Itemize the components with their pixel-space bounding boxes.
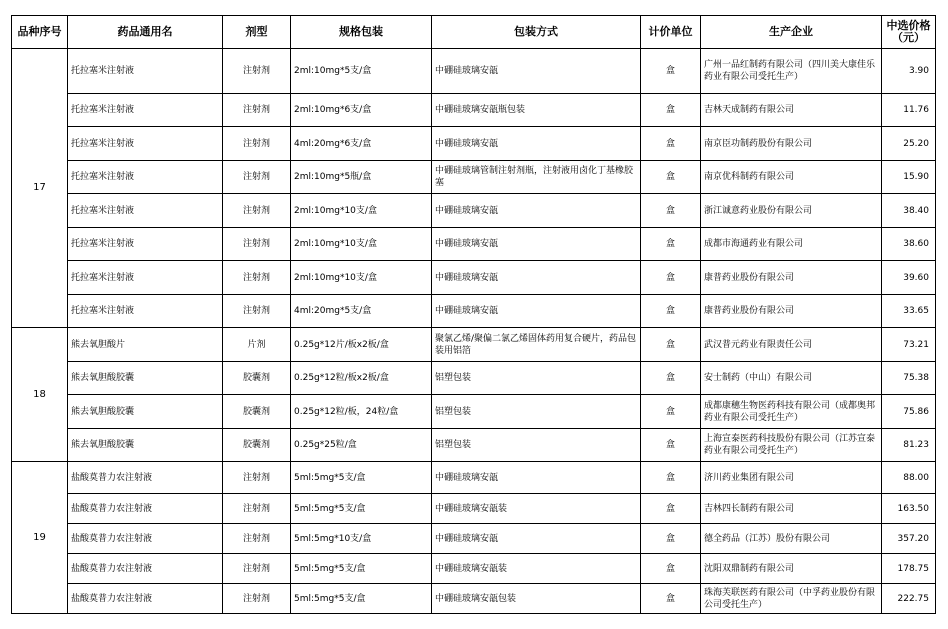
- drug-name-cell: 托拉塞米注射液: [68, 127, 223, 161]
- spec-cell: 5ml:5mg*5支/盒: [291, 554, 432, 584]
- dosage-form-cell: 注射剂: [223, 554, 291, 584]
- spec-cell: 2ml:10mg*5支/盒: [291, 49, 432, 94]
- header-name: 药品通用名: [68, 16, 223, 49]
- packaging-cell: 中硼硅玻璃安瓿装: [432, 494, 641, 524]
- spec-cell: 0.25g*12粒/板x2板/盒: [291, 362, 432, 395]
- dosage-form-cell: 注射剂: [223, 194, 291, 228]
- header-spec: 规格包装: [291, 16, 432, 49]
- packaging-cell: 中硼硅玻璃安瓿: [432, 228, 641, 261]
- table-row: [12, 494, 936, 524]
- dosage-form-cell: 注射剂: [223, 584, 291, 614]
- price-cell: 75.38: [882, 362, 936, 395]
- manufacturer-cell: 吉林四长制药有限公司: [701, 494, 882, 524]
- drug-name-cell: 盐酸莫普力农注射液: [68, 494, 223, 524]
- header-unit: 计价单位: [641, 16, 701, 49]
- manufacturer-cell: 南京优科制药有限公司: [701, 161, 882, 194]
- table-header-row: [12, 16, 936, 49]
- table-row: [12, 362, 936, 395]
- table-row: [12, 554, 936, 584]
- drug-name-cell: 熊去氧胆酸片: [68, 328, 223, 362]
- price-unit-cell: 盒: [641, 94, 701, 127]
- drug-name-cell: 盐酸莫普力农注射液: [68, 554, 223, 584]
- price-cell: 222.75: [882, 584, 936, 614]
- spec-cell: 5ml:5mg*10支/盒: [291, 524, 432, 554]
- price-cell: 357.20: [882, 524, 936, 554]
- spec-cell: 0.25g*12粒/板，24粒/盒: [291, 395, 432, 429]
- manufacturer-cell: 吉林天成制药有限公司: [701, 94, 882, 127]
- manufacturer-cell: 南京臣功制药股份有限公司: [701, 127, 882, 161]
- spec-cell: 4ml:20mg*6支/盒: [291, 127, 432, 161]
- drug-name-cell: 熊去氧胆酸胶囊: [68, 429, 223, 462]
- spec-cell: 2ml:10mg*10支/盒: [291, 194, 432, 228]
- manufacturer-cell: 德全药品（江苏）股份有限公司: [701, 524, 882, 554]
- packaging-cell: 铝塑包装: [432, 395, 641, 429]
- spec-cell: 2ml:10mg*5瓶/盒: [291, 161, 432, 194]
- price-cell: 81.23: [882, 429, 936, 462]
- spec-cell: 2ml:10mg*10支/盒: [291, 228, 432, 261]
- price-cell: 88.00: [882, 462, 936, 494]
- packaging-cell: 中硼硅玻璃安瓿: [432, 295, 641, 328]
- spec-cell: 0.25g*25粒/盒: [291, 429, 432, 462]
- spec-cell: 0.25g*12片/板x2板/盒: [291, 328, 432, 362]
- manufacturer-cell: 成都市海通药业有限公司: [701, 228, 882, 261]
- dosage-form-cell: 胶囊剂: [223, 395, 291, 429]
- packaging-cell: 中硼硅玻璃安瓿: [432, 462, 641, 494]
- group-seq-cell: 18: [12, 328, 68, 462]
- dosage-form-cell: 胶囊剂: [223, 429, 291, 462]
- price-cell: 39.60: [882, 261, 936, 295]
- table-row: [12, 462, 936, 494]
- price-unit-cell: 盒: [641, 362, 701, 395]
- price-cell: 11.76: [882, 94, 936, 127]
- packaging-cell: 铝塑包装: [432, 362, 641, 395]
- table-row: [12, 194, 936, 228]
- manufacturer-cell: 康普药业股份有限公司: [701, 261, 882, 295]
- price-cell: 33.65: [882, 295, 936, 328]
- price-cell: 163.50: [882, 494, 936, 524]
- price-unit-cell: 盒: [641, 295, 701, 328]
- price-cell: 15.90: [882, 161, 936, 194]
- price-cell: 38.60: [882, 228, 936, 261]
- price-unit-cell: 盒: [641, 429, 701, 462]
- manufacturer-cell: 武汉普元药业有限责任公司: [701, 328, 882, 362]
- packaging-cell: 中硼硅玻璃安瓿: [432, 49, 641, 94]
- header-maker: 生产企业: [701, 16, 882, 49]
- packaging-cell: 中硼硅玻璃安瓿: [432, 524, 641, 554]
- drug-name-cell: 托拉塞米注射液: [68, 228, 223, 261]
- price-unit-cell: 盒: [641, 584, 701, 614]
- dosage-form-cell: 注射剂: [223, 228, 291, 261]
- drug-name-cell: 托拉塞米注射液: [68, 161, 223, 194]
- price-unit-cell: 盒: [641, 395, 701, 429]
- drug-name-cell: 托拉塞米注射液: [68, 194, 223, 228]
- drug-name-cell: 盐酸莫普力农注射液: [68, 462, 223, 494]
- price-unit-cell: 盒: [641, 554, 701, 584]
- spec-cell: 5ml:5mg*5支/盒: [291, 584, 432, 614]
- drug-name-cell: 熊去氧胆酸胶囊: [68, 362, 223, 395]
- table-row: [12, 584, 936, 614]
- price-unit-cell: 盒: [641, 194, 701, 228]
- dosage-form-cell: 注射剂: [223, 524, 291, 554]
- dosage-form-cell: 注射剂: [223, 295, 291, 328]
- table-row: [12, 94, 936, 127]
- price-cell: 178.75: [882, 554, 936, 584]
- drug-name-cell: 熊去氧胆酸胶囊: [68, 395, 223, 429]
- table-row: [12, 261, 936, 295]
- packaging-cell: 中硼硅玻璃安瓿包装: [432, 584, 641, 614]
- manufacturer-cell: 成都康穗生物医药科技有限公司（成都奥邦药业有限公司受托生产）: [701, 395, 882, 429]
- table-row: [12, 228, 936, 261]
- table-row: [12, 295, 936, 328]
- manufacturer-cell: 安士制药（中山）有限公司: [701, 362, 882, 395]
- drug-name-cell: 盐酸莫普力农注射液: [68, 584, 223, 614]
- packaging-cell: 中硼硅玻璃安瓿: [432, 194, 641, 228]
- group-seq-cell: 19: [12, 462, 68, 614]
- dosage-form-cell: 注射剂: [223, 161, 291, 194]
- packaging-cell: 中硼硅玻璃安瓿: [432, 127, 641, 161]
- manufacturer-cell: 浙江诚意药业股份有限公司: [701, 194, 882, 228]
- dosage-form-cell: 注射剂: [223, 127, 291, 161]
- manufacturer-cell: 上海宣泰医药科技股份有限公司（江苏宣泰药业有限公司受托生产）: [701, 429, 882, 462]
- drug-name-cell: 托拉塞米注射液: [68, 261, 223, 295]
- manufacturer-cell: 康普药业股份有限公司: [701, 295, 882, 328]
- drug-name-cell: 托拉塞米注射液: [68, 94, 223, 127]
- price-unit-cell: 盒: [641, 261, 701, 295]
- price-unit-cell: 盒: [641, 127, 701, 161]
- price-cell: 73.21: [882, 328, 936, 362]
- price-unit-cell: 盒: [641, 161, 701, 194]
- manufacturer-cell: 珠海芙联医药有限公司（中孚药业股份有限公司受托生产）: [701, 584, 882, 614]
- table-row: [12, 328, 936, 362]
- packaging-cell: 中硼硅玻璃安瓿装: [432, 554, 641, 584]
- table-row: [12, 161, 936, 194]
- spec-cell: 2ml:10mg*6支/盒: [291, 94, 432, 127]
- dosage-form-cell: 片剂: [223, 328, 291, 362]
- price-unit-cell: 盒: [641, 494, 701, 524]
- header-price: 中选价格（元）: [882, 16, 936, 49]
- table-row: [12, 429, 936, 462]
- manufacturer-cell: 济川药业集团有限公司: [701, 462, 882, 494]
- dosage-form-cell: 胶囊剂: [223, 362, 291, 395]
- manufacturer-cell: 沈阳双鼎制药有限公司: [701, 554, 882, 584]
- price-unit-cell: 盒: [641, 524, 701, 554]
- dosage-form-cell: 注射剂: [223, 94, 291, 127]
- spec-cell: 2ml:10mg*10支/盒: [291, 261, 432, 295]
- group-seq-cell: 17: [12, 49, 68, 328]
- price-cell: 38.40: [882, 194, 936, 228]
- packaging-cell: 聚氯乙烯/聚偏二氯乙烯固体药用复合硬片，药品包装用铝箔: [432, 328, 641, 362]
- spec-cell: 5ml:5mg*5支/盒: [291, 494, 432, 524]
- dosage-form-cell: 注射剂: [223, 462, 291, 494]
- dosage-form-cell: 注射剂: [223, 261, 291, 295]
- table-row: [12, 524, 936, 554]
- packaging-cell: 中硼硅玻璃管制注射剂瓶，注射液用卤化丁基橡胶塞: [432, 161, 641, 194]
- dosage-form-cell: 注射剂: [223, 494, 291, 524]
- table-body: [12, 49, 936, 614]
- header-form: 剂型: [223, 16, 291, 49]
- price-unit-cell: 盒: [641, 462, 701, 494]
- packaging-cell: 铝塑包装: [432, 429, 641, 462]
- packaging-cell: 中硼硅玻璃安瓿: [432, 261, 641, 295]
- table-row: [12, 395, 936, 429]
- dosage-form-cell: 注射剂: [223, 49, 291, 94]
- price-unit-cell: 盒: [641, 328, 701, 362]
- spec-cell: 5ml:5mg*5支/盒: [291, 462, 432, 494]
- table-row: [12, 49, 936, 94]
- header-pack: 包装方式: [432, 16, 641, 49]
- manufacturer-cell: 广州一品红制药有限公司（四川美大康佳乐药业有限公司受托生产）: [701, 49, 882, 94]
- price-unit-cell: 盒: [641, 228, 701, 261]
- price-cell: 75.86: [882, 395, 936, 429]
- price-cell: 25.20: [882, 127, 936, 161]
- drug-name-cell: 托拉塞米注射液: [68, 295, 223, 328]
- price-cell: 3.90: [882, 49, 936, 94]
- header-seq: 品种序号: [12, 16, 68, 49]
- drug-name-cell: 托拉塞米注射液: [68, 49, 223, 94]
- drug-price-table: [11, 15, 936, 614]
- spec-cell: 4ml:20mg*5支/盒: [291, 295, 432, 328]
- table-row: [12, 127, 936, 161]
- packaging-cell: 中硼硅玻璃安瓿瓶包装: [432, 94, 641, 127]
- price-unit-cell: 盒: [641, 49, 701, 94]
- drug-name-cell: 盐酸莫普力农注射液: [68, 524, 223, 554]
